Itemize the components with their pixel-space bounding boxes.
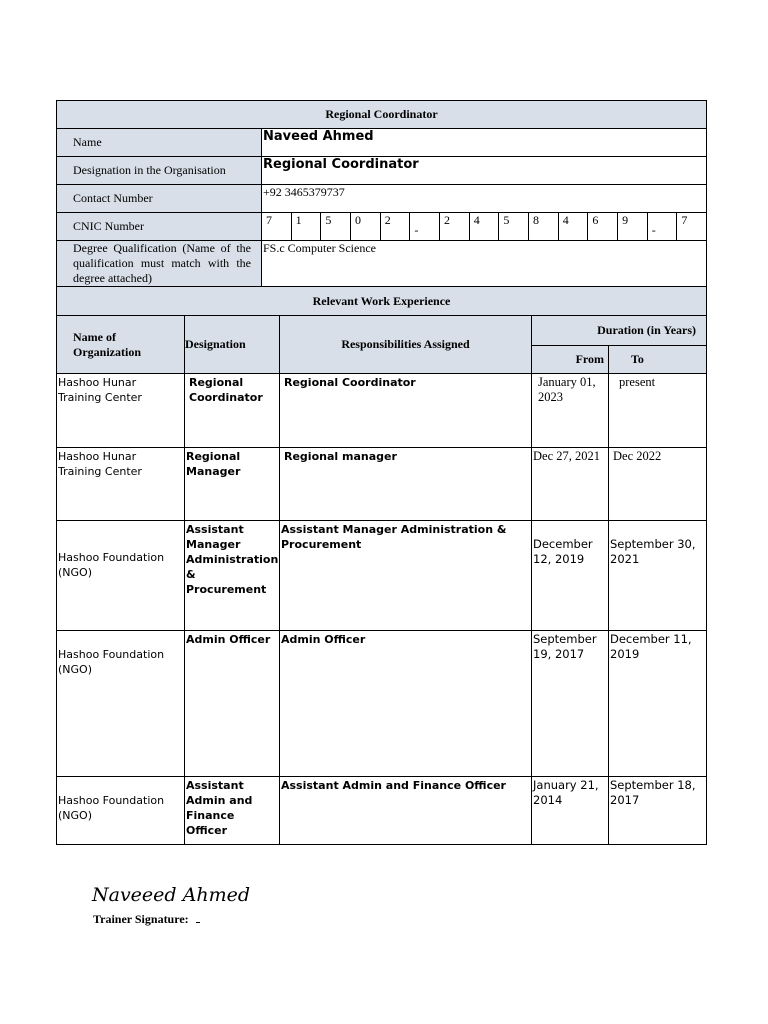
- qualification-label: Degree Qualification (Name of the qualification must match with the degree attached): [57, 241, 262, 287]
- to-cell: September 30, 2021: [609, 521, 707, 631]
- org-cell: Hashoo Foundation (NGO): [57, 521, 185, 631]
- cnic-digit: 5: [321, 213, 351, 240]
- org-cell: Hashoo Hunar Training Center: [57, 448, 185, 521]
- to-cell: September 18, 2017: [609, 777, 707, 845]
- cnic-digit: 0: [351, 213, 381, 240]
- cnic-digit: 2: [440, 213, 470, 240]
- cnic-dash: -: [648, 213, 678, 240]
- signature-line: [196, 922, 200, 923]
- responsibilities-cell: Assistant Manager Administration & Procurement: [280, 521, 532, 631]
- table-row: [57, 631, 707, 777]
- qualification-value: FS.c Computer Science: [262, 241, 707, 287]
- cnic-boxes: [262, 213, 706, 240]
- designation-cell: Assistant Manager Administration & Procurement: [185, 521, 280, 631]
- cnic-digit: 8: [529, 213, 559, 240]
- personal-info-table: [56, 100, 707, 287]
- contact-label: Contact Number: [57, 185, 262, 213]
- from-cell: January 21, 2014: [532, 777, 609, 845]
- cnic-digit: 9: [618, 213, 648, 240]
- cnic-digit: 2: [381, 213, 411, 240]
- org-cell: Hashoo Foundation (NGO): [57, 631, 185, 777]
- signature-label-text: Trainer Signature:: [93, 912, 189, 926]
- designation-cell: Regional Manager: [185, 448, 280, 521]
- from-cell: September 19, 2017: [532, 631, 609, 777]
- designation-cell: Regional Coordinator: [185, 374, 280, 448]
- org-header: Name of Organization: [57, 316, 185, 374]
- signature-label: [93, 912, 200, 927]
- table-row: [57, 777, 707, 845]
- cnic-value: [262, 213, 707, 241]
- org-cell: [57, 777, 185, 845]
- table-row: [57, 448, 707, 521]
- designation-label: Designation in the Organisation: [57, 157, 262, 185]
- work-experience-title: Relevant Work Experience: [57, 287, 707, 316]
- from-cell: Dec 27, 2021: [532, 448, 609, 521]
- signature-name: Naveeed Ahmed: [92, 884, 251, 906]
- to-cell: December 11, 2019: [609, 631, 707, 777]
- org-cell: Hashoo Hunar Training Center: [57, 374, 185, 448]
- table-row: [57, 374, 707, 448]
- name-label: Name: [57, 129, 262, 157]
- responsibilities-cell: Admin Officer: [280, 631, 532, 777]
- designation-header: Designation: [185, 316, 280, 374]
- responsibilities-cell: Regional manager: [280, 448, 532, 521]
- cnic-digit: 7: [262, 213, 292, 240]
- profile-form: [56, 100, 706, 845]
- designation-value: Regional Coordinator: [262, 157, 707, 185]
- to-cell: Dec 2022: [609, 448, 707, 521]
- cnic-digit: 1: [292, 213, 322, 240]
- form-title: Regional Coordinator: [57, 101, 707, 129]
- duration-header: Duration (in Years): [532, 316, 707, 346]
- from-header: From: [532, 346, 609, 374]
- table-row: [57, 521, 707, 631]
- responsibilities-cell: Assistant Admin and Finance Officer: [280, 777, 532, 845]
- from-cell: January 01, 2023: [532, 374, 609, 448]
- to-header: To: [609, 346, 707, 374]
- cnic-digit: 5: [499, 213, 529, 240]
- contact-value: +92 3465379737: [262, 185, 707, 213]
- designation-cell: Assistant Admin and Finance Officer: [185, 777, 280, 845]
- cnic-digit: 4: [470, 213, 500, 240]
- cnic-dash: -: [410, 213, 440, 240]
- name-value: Naveed Ahmed: [262, 129, 707, 157]
- designation-cell: Admin Officer: [185, 631, 280, 777]
- to-cell: present: [609, 374, 707, 448]
- cnic-label: CNIC Number: [57, 213, 262, 241]
- work-experience-table: [56, 286, 707, 845]
- cnic-digit: 7: [681, 213, 688, 227]
- responsibilities-header: Responsibilities Assigned: [280, 316, 532, 374]
- from-cell: December 12, 2019: [532, 521, 609, 631]
- org-text: Hashoo Foundation (NGO): [58, 794, 165, 822]
- responsibilities-cell: Regional Coordinator: [280, 374, 532, 448]
- cnic-digit: 6: [588, 213, 618, 240]
- cnic-digit: 4: [559, 213, 589, 240]
